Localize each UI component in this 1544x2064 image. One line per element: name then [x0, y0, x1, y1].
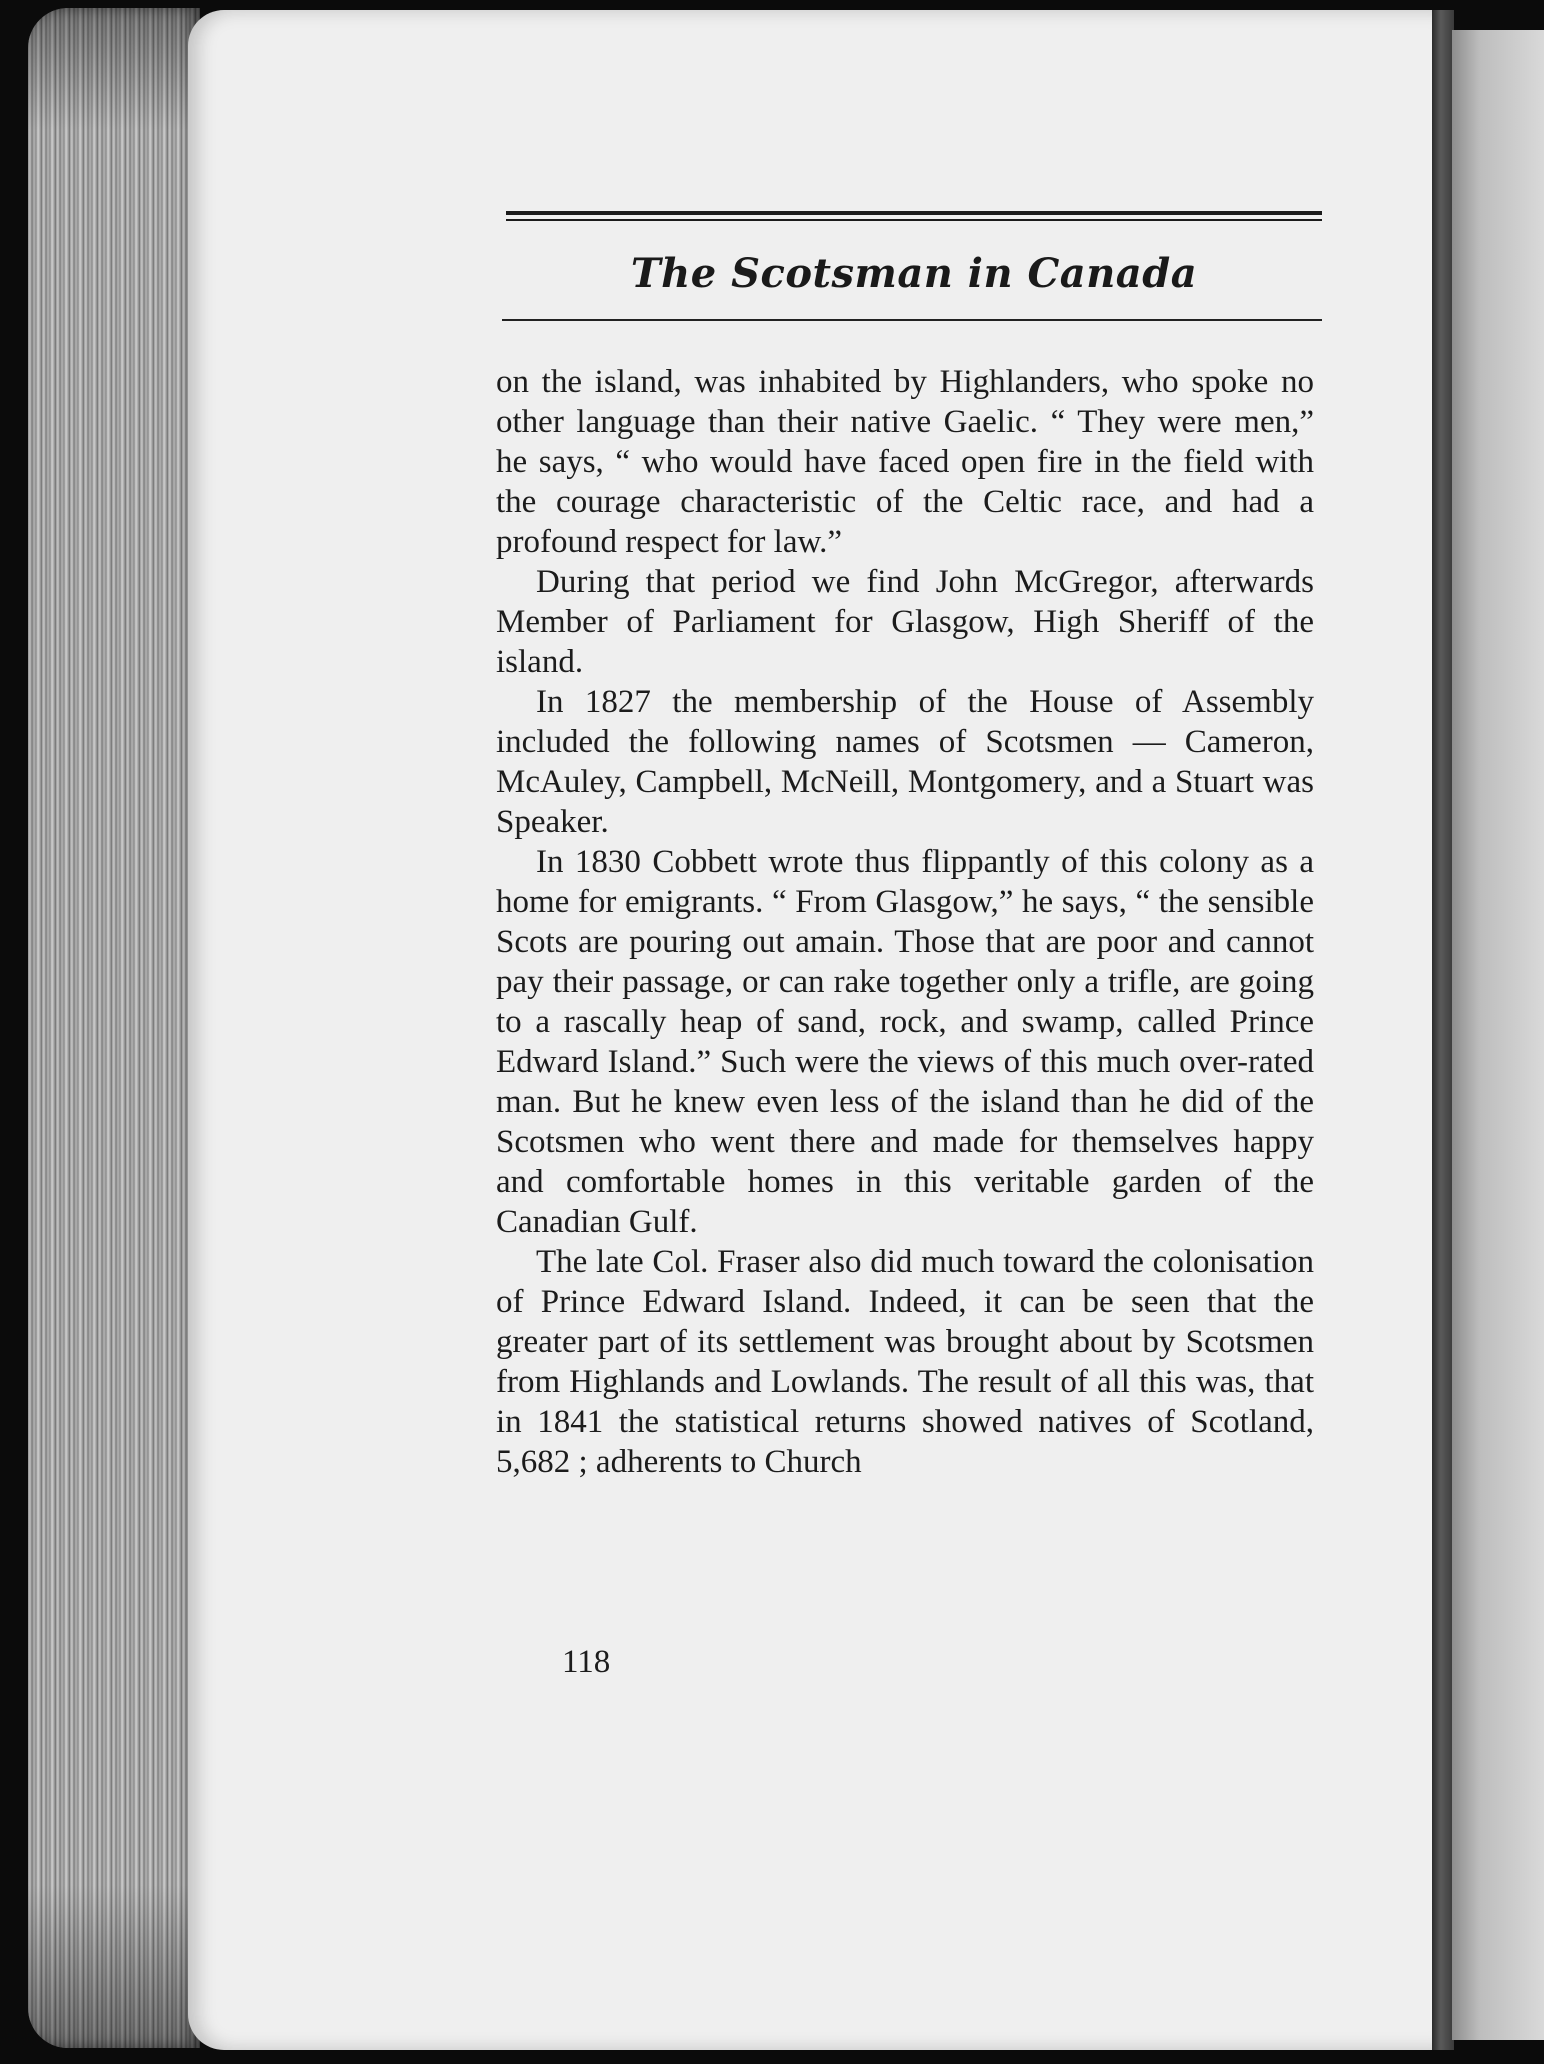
book-gutter [1432, 10, 1454, 2050]
header-double-rule [506, 211, 1322, 221]
page-edges [28, 8, 200, 2048]
paragraph: In 1830 Cobbett wrote thus flippantly of this colony as a home for emigrants. “ From Glasgow,” he says, “ the sensible Scots are pouring out amain. Those that are poor and cannot pay their passage, or can rake together only a trifle, are going to a rascally heap of sand, rock, and swamp, called Prince Edward Island.” Such were the views of this much over-rated man. But he knew even less of the island than he did of the Scotsmen who went there and made for themselves happy and comfortable homes in this veritable garden of the Canadian Gulf. [496, 844, 1314, 1240]
body-text [496, 362, 1314, 1482]
paragraph: In 1827 the membership of the House of Assembly included the following names of Scotsmen — Cameron, McAuley, Campbell, McNeill, Montgomery, and a Stuart was Speaker. [496, 684, 1314, 840]
next-page-edge [1452, 30, 1544, 2040]
paragraph: on the island, was inhabited by Highlanders, who spoke no other language than their native Gaelic. “ They were men,” he says, “ who would have faced open fire in the field with the courage characteristic of the Celtic race, and had a profound respect for law.” [496, 364, 1314, 560]
header-rule [502, 319, 1322, 321]
paragraph: The late Col. Fraser also did much toward the colonisation of Prince Edward Island. Indeed, it can be seen that the greater part of its settlement was brought about by Scotsmen from Highlands and Lowlands. The result of all this was, that in 1841 the statistical returns showed natives of Scotland, 5,682 ; adherents to Church [496, 1244, 1314, 1480]
paragraph: During that period we find John McGregor, afterwards Member of Parliament for Glasgow, High Sheriff of the island. [496, 564, 1314, 680]
running-head: The Scotsman in Canada [630, 250, 1198, 297]
page-number: 118 [562, 1644, 611, 1680]
